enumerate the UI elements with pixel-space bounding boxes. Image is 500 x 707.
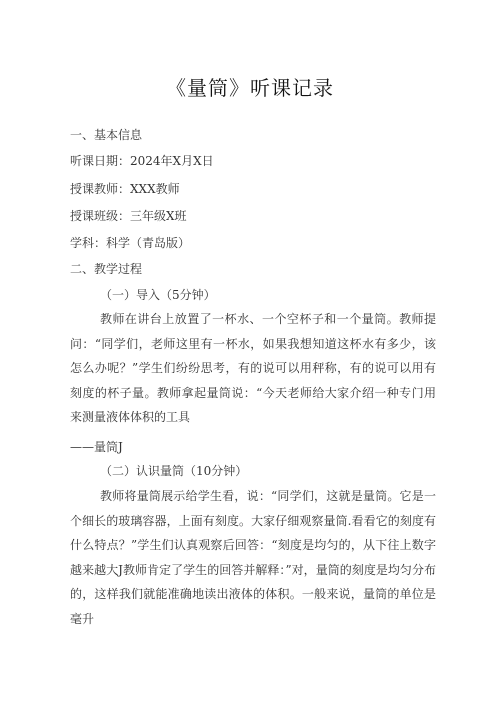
part1-paragraph: 教师在讲台上放置了一杯水、一个空杯子和一个量筒。教师提问：“同学们，老师这里有一杯水，如果我想知道这杯水有多少，该怎么办呢？”学生们纷纷思考，有的说可以用秤称，有的说可以用有刻度的杯子量。教师拿起量筒说：“今天老师给大家介绍一种专门用来测量液体体积的工具	[70, 312, 436, 424]
document-title: 《量筒》听课记录	[166, 76, 334, 100]
part1-heading: （一）导入（5分钟）	[100, 288, 216, 302]
section-heading-teaching-process: 二、教学过程	[70, 262, 143, 276]
part1-tail: ——量筒J	[70, 440, 123, 454]
section-heading-basic-info: 一、基本信息	[70, 128, 143, 142]
class-line: 授课班级：三年级X班	[70, 209, 187, 223]
part2-heading: （二）认识量筒（10分钟）	[100, 464, 248, 478]
subject-line: 学科：科学（青岛版）	[70, 236, 191, 250]
teacher-line: 授课教师：XXX教师	[70, 182, 180, 196]
date-line: 听课日期：2024年X月X日	[70, 154, 214, 168]
part2-paragraph: 教师将量筒展示给学生看，说：“同学们，这就是量筒。它是一个细长的玻璃容器，上面有刻度。大家仔细观察量筒.看看它的刻度有什么特点？”学生们认真观察后回答：“刻度是均匀的，从下往上数字越来越大J教师肯定了学生的回答并解释：”对，量筒的刻度是均匀分布的，这样我们就能准确地读出液体的体积。一般来说，量筒的单位是毫升	[70, 489, 436, 626]
